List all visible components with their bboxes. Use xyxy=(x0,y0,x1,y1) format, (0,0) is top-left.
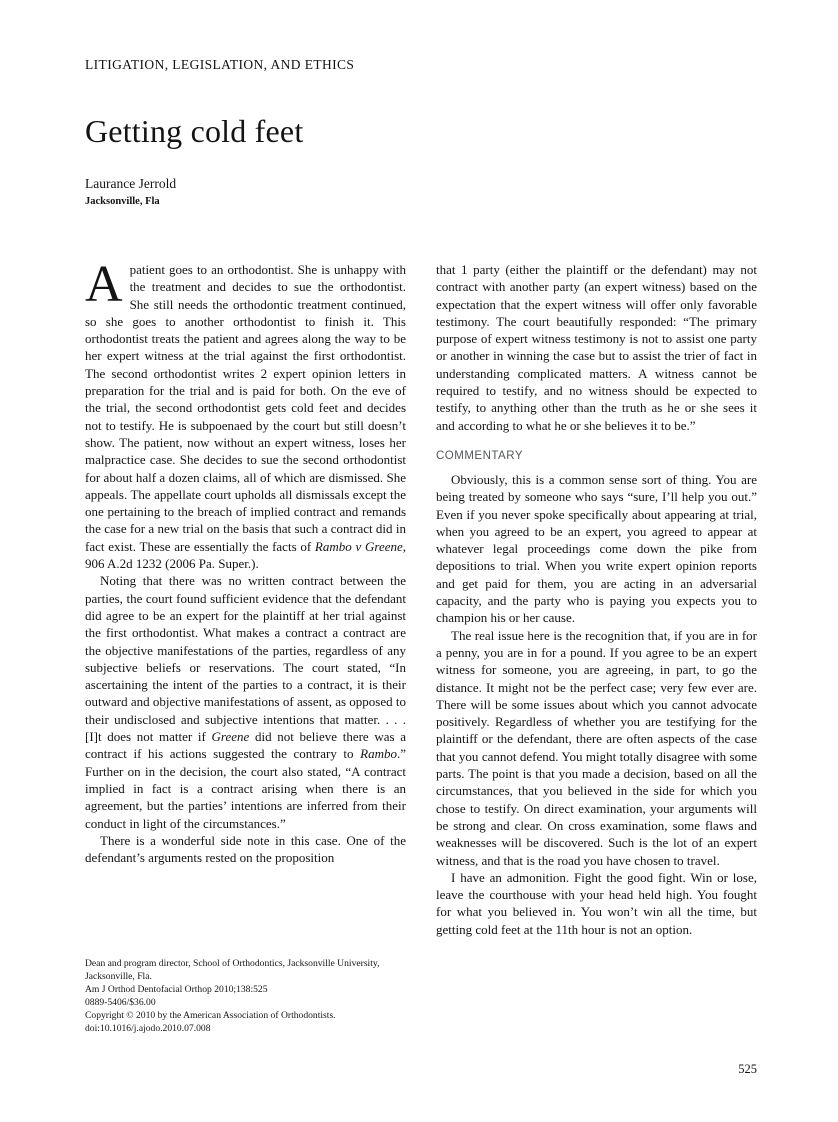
commentary-heading: COMMENTARY xyxy=(436,449,523,462)
section-header: LITIGATION, LEGISLATION, AND ETHICS xyxy=(85,57,355,72)
footnote-copyright: Copyright © 2010 by the American Association of Orthodontists. xyxy=(85,1010,336,1021)
paragraph: that 1 party (either the plaintiff or the defendant) may not contract with another party (an expert witness) based on the expectation that the expert witness will offer only favorable testimony. The court beautifully responded: “The primary purpose of expert witness testimony is not to assist one party or another in winning the case but to assist the trier of fact in understanding complicated matters. A witness cannot be required to testify, and no witness should be expected to testify, to anything other than the truth as he or she sees it and according to what he or she believes it to be.” xyxy=(436,262,757,433)
case-citation: Rambo v Greene xyxy=(314,538,403,554)
paragraph: The real issue here is the recognition that, if you are in for a penny, you are in for a pound. If you agree to be an expert witness for someone, you are agreeing, in part, to go the distance. It might not be the perfect case; very few ever are. There will be some issues about which you cannot advocate positively. Regardless of whether you are testifying for the plaintiff or the defendant, there are often aspects of the case that you cannot defend. You might totally disagree with some parts. The point is that you made a decision, based on all the circumstances, that you believed in the side for which you chose to testify. On direct examination, your arguments will be strong and clear. On cross examination, some flaws and weaknesses will be discovered. Such is the lot of an expert witness, and that is the road you have chosen to travel. xyxy=(436,627,757,868)
paragraph: I have an admonition. Fight the good fight. Win or lose, leave the courthouse with your head held high. You fought for what you believed in. You won’t win all the time, but getting cold feet at the 11th hour is not an option. xyxy=(436,869,757,937)
author-name: Laurance Jerrold xyxy=(85,176,177,191)
article-body xyxy=(85,256,757,1051)
paragraph-text: did not believe there was a contract if his actions suggested the contrary to xyxy=(85,729,407,762)
footnote-journal-citation: Am J Orthod Dentofacial Orthop 2010;138:525 xyxy=(85,984,268,995)
footnote-affiliation: Dean and program director, School of Orthodontics, Jacksonville University, Jacksonville, Fla. xyxy=(85,958,380,982)
paragraph-intro xyxy=(85,256,407,572)
author-location: Jacksonville, Fla xyxy=(85,196,160,207)
paragraph: Obviously, this is a common sense sort of thing. You are being treated by someone who says “sure, I’ll help you out.” Even if you never spoke specifically about appearing at trial, when you agreed to be an expert, you agreed to appear at whatever legal proceedings come down the pike from depositions to trial. When you write expert opinion reports and get paid for them, you are acting in an adversarial capacity, and the party who is paying you expects you to champion his or her cause. xyxy=(436,471,757,626)
paragraph xyxy=(85,572,406,831)
article-title: Getting cold feet xyxy=(85,113,304,149)
paragraph-text: Noting that there was no written contract between the parties, the court found sufficient evidence that the defendant did agree to be an expert for the plaintiff at her trial against the first orthodontist. What makes a contract a contract are the objective manifestations of the parties, regardless of any subjective beliefs or reservations. The court stated, “In ascertaining the intent of the parties to a contract, it is their outward and objective manifestations of assent, as opposed to their undisclosed and subjective intentions that matter. . . . [I]t does not matter if xyxy=(85,573,406,745)
paragraph-text: .” Further on in the decision, the court also stated, “A contract implied in fact is a contract arising when there is an agreement, but the parties’ intentions are inferred from their conduct in light of the circumstances.” xyxy=(85,746,406,831)
paragraph-text: patient goes to an orthodontist. She is unhappy with the treatment and decides to sue the orthodontist. She still needs the orthodontic treatment continued, so she goes to another orthodontist to finish it. This orthodontist treats the patient and agrees along the way to be her expert witness at the trial against the first orthodontist. The second orthodontist writes 2 expert opinion letters in preparation for the trial and is paid for both. On the eve of the trial, the second orthodontist gets cold feet and decides not to testify. He is subpoenaed by the court but still doesn’t show. The patient, now without an expert witness, loses her malpractice case. She decides to sue the second orthodontist for about half a dozen claims, all of which are dismissed. She appeals. The appellate court upholds all dismissals except the one pertaining to the breach of implied contract and remands the case for a new trial on the basis that such a contract did in fact exist. These are essentially the facts of xyxy=(85,262,406,554)
footnote-issn-price: 0889-5406/$36.00 xyxy=(85,997,156,1008)
paragraph-text: , 906 A.2d 1232 (2006 Pa. Super.). xyxy=(85,538,407,572)
paragraph: There is a wonderful side note in this case. One of the defendant’s arguments rested on the proposition xyxy=(85,832,406,866)
case-party-name: Rambo xyxy=(360,746,397,762)
right-column xyxy=(436,261,757,1051)
footnote-block xyxy=(85,957,406,1051)
footnote-doi: doi:10.1016/j.ajodo.2010.07.008 xyxy=(85,1023,211,1034)
page-number: 525 xyxy=(738,1062,757,1076)
left-column xyxy=(85,256,407,1051)
drop-cap: A xyxy=(85,256,123,313)
case-party-name: Greene xyxy=(211,729,250,745)
